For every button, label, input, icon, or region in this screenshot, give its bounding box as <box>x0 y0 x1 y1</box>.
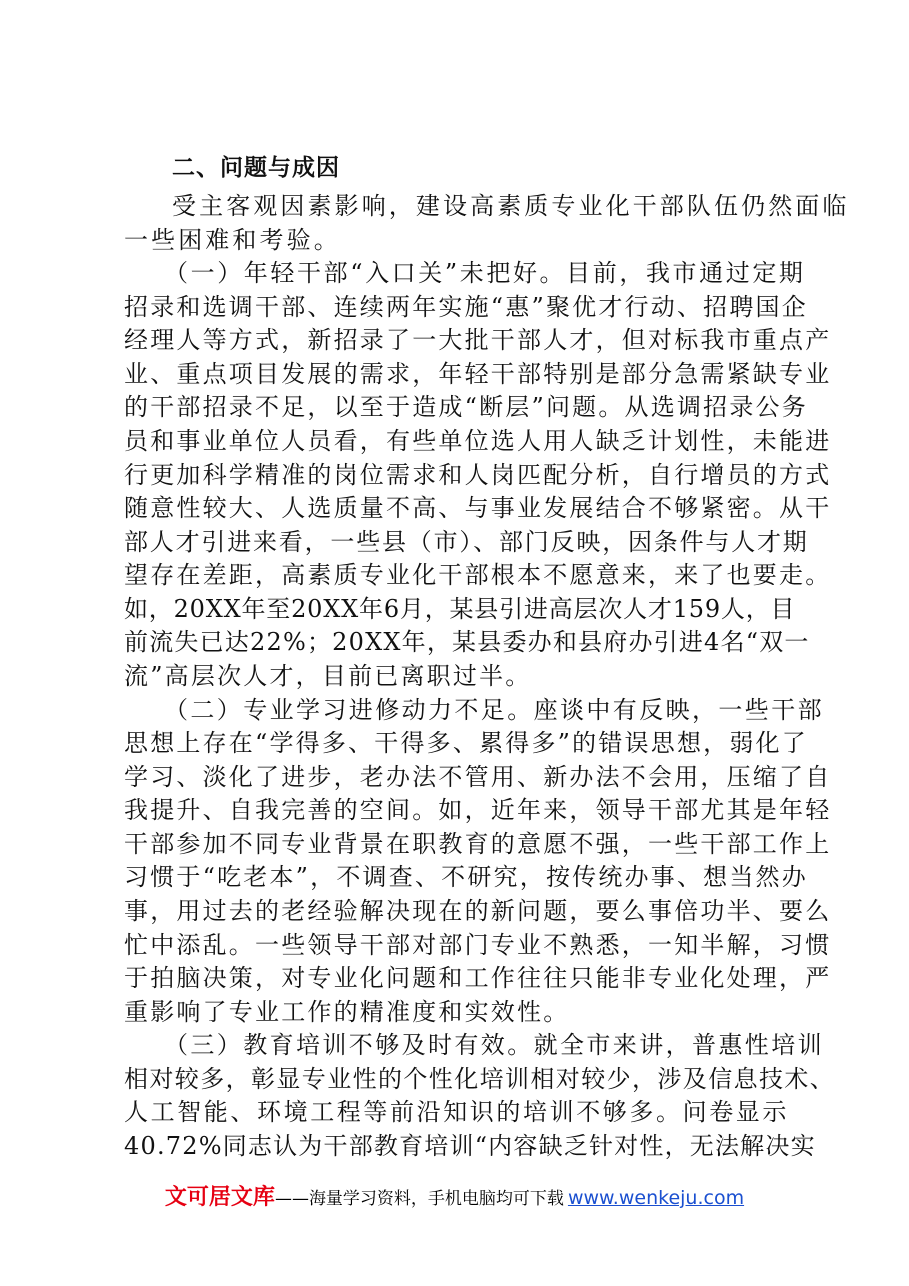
footer-brand: 文可居文库 <box>164 1185 275 1210</box>
paragraph-line: 人工智能、环境工程等前沿知识的培训不够多。问卷显示 <box>124 1098 789 1126</box>
paragraph-line: 员和事业单位人员看，有些单位选人用人缺乏计划性，未能进 <box>124 427 832 455</box>
paragraph-line: （一）年轻干部“入口关”未把好。目前，我市通过定期 <box>164 259 806 287</box>
paragraph-line: 如，20XX年至20XX年6月，某县引进高层次人才159人，目 <box>124 595 796 623</box>
paragraph-line: 经理人等方式，新招录了一大批干部人才，但对标我市重点产 <box>124 326 832 354</box>
paragraph-line: 前流失已达22%；20XX年，某县委办和县府办引进4名“双一 <box>124 628 810 656</box>
paragraph-line: 40.72%同志认为干部教育培训“内容缺乏针对性，无法解决实 <box>124 1132 816 1160</box>
paragraph-line: 学习、淡化了进步，老办法不管用、新办法不会用，压缩了自 <box>124 763 832 791</box>
paragraph-line: 望存在差距，高素质专业化干部根本不愿意来，来了也要走。 <box>124 561 832 589</box>
footer-site-link[interactable]: www.wenkeju.com <box>567 1187 745 1209</box>
paragraph-line: 部人才引进来看，一些县（市）、部门反映，因条件与人才期 <box>124 528 809 556</box>
paragraph-line: 思想上存在“学得多、干得多、累得多”的错误思想，弱化了 <box>124 729 808 757</box>
paragraph-line: 干部参加不同专业背景在职教育的意愿不强，一些干部工作上 <box>124 830 832 858</box>
paragraph-line: （三）教育培训不够及时有效。就全市来讲，普惠性培训 <box>164 1031 824 1059</box>
paragraph-line: 相对较多，彰显专业性的个性化培训相对较少，涉及信息技术、 <box>124 1065 836 1093</box>
paragraph-line: 习惯于“吃老本”，不调查、不研究，按传统办事、想当然办 <box>124 863 808 891</box>
paragraph-line: 的干部招录不足，以至于造成“断层”问题。从选调招录公务 <box>124 393 808 421</box>
paragraph-line: 业、重点项目发展的需求，年轻干部特别是部分急需紧缺专业 <box>124 360 832 388</box>
paragraph-line: 重影响了专业工作的精准度和实效性。 <box>124 998 570 1026</box>
footer-slogan: ——海量学习资料，手机电脑均可下载 <box>274 1189 564 1209</box>
paragraph-line: 随意性较大、人选质量不高、与事业发展结合不够紧密。从干 <box>124 494 832 522</box>
paragraph-line: 于拍脑决策，对专业化问题和工作往往只能非专业化处理，严 <box>124 964 832 992</box>
paragraph-line: 一些困难和考验。 <box>124 226 341 254</box>
section-heading: 二、问题与成因 <box>172 155 340 181</box>
paragraph-line: 我提升、自我完善的空间。如，近年来，领导干部尤其是年轻 <box>124 796 832 824</box>
paragraph-line: 忙中添乱。一些领导干部对部门专业不熟悉，一知半解，习惯 <box>124 931 832 959</box>
paragraph-line: 事，用过去的老经验解决现在的新问题，要么事倍功半、要么 <box>124 897 832 925</box>
paragraph-line: 行更加科学精准的岗位需求和人岗匹配分析，自行增员的方式 <box>124 461 832 489</box>
footer-banner <box>0 1180 909 1211</box>
paragraph-line: 流”高层次人才，目前已离职过半。 <box>124 662 532 690</box>
paragraph-line: （二）专业学习进修动力不足。座谈中有反映，一些干部 <box>164 696 824 724</box>
paragraph-line: 受主客观因素影响，建设高素质专业化干部队伍仍然面临 <box>172 192 850 220</box>
paragraph-line: 招录和选调干部、连续两年实施“惠”聚优才行动、招聘国企 <box>124 293 808 321</box>
